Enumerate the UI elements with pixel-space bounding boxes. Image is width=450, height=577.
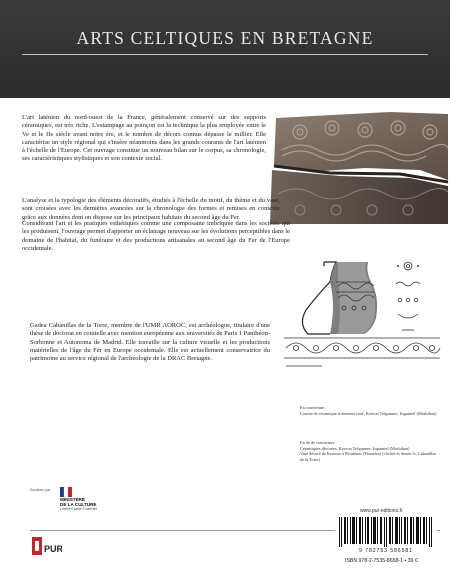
ceramic-sherds-photo	[270, 110, 450, 224]
paragraph-1: L'art laténien du nord-ouest de la France, généralement conservé sur des supports céramiques, est très riche. L'estampage au poinçon est la technique la plus employée entre le Ve et le IIe siècle avant notre ère, et le nombre de décors connus dépasse le millier. Elle caractérise un style régional qui s'insère néanmoins dans les grands courants de l'art laténien à l'échelle de l'Europe. Cet ouvrage constitue un nouveau bilan sur le corpus, sa chronologie, ses caractéristiques stylistiques et son contexte social.	[22, 114, 266, 163]
pur-publisher-logo	[30, 535, 62, 559]
decoration-frieze-drawing	[282, 330, 442, 376]
supported-by-label: Soutenu par	[30, 488, 51, 492]
description-text-top	[22, 114, 266, 164]
author-paragraph: Gadea Cabanillas de la Torre, membre de l'UMR AOROC, est archéologue, titulaire d'une thèse de doctorat en cotutelle avec mention européenne aux universités de Paris 1 Panthéon-Sorbonne et Autonoma de Madrid. Elle travaille sur la culture visuelle et les productions matérielles de l'âge du Fer en Europe occidentale. Elle est actuellement conservatrice du patrimoine au service régional de l'archéologie de la DRAC Bretagne.	[30, 322, 270, 363]
title-rule	[22, 54, 428, 55]
book-title: ARTS CELTIQUES EN BRETAGNE	[76, 28, 374, 48]
description-text-bottom	[22, 220, 290, 253]
back-cover-caption	[300, 440, 440, 462]
description-text-mid	[22, 197, 280, 222]
isbn-price: ISBN 978-2-7535-8658-1 • 39 €	[345, 558, 418, 564]
republic-motto: Liberté Égalité Fraternité	[60, 507, 98, 512]
back-cover-caption-text-1: Céramiques décorées, Kervon Trégunnec, Inguiniel (Morbihan)	[300, 445, 410, 451]
front-cover-caption	[300, 405, 440, 416]
publisher-url[interactable]: www.pur-editions.fr	[360, 508, 403, 514]
marianne-logo-icon	[60, 484, 72, 494]
barcode-number: 9 782753 586581	[359, 548, 413, 554]
front-cover-caption-title: En couverture :	[300, 405, 327, 410]
ministry-line-1: MINISTÈRE	[60, 497, 86, 502]
ministry-of-culture-logo	[60, 497, 97, 511]
isbn-barcode	[335, 517, 437, 547]
svg-text:PUR: PUR	[44, 544, 62, 554]
author-bio	[30, 322, 270, 363]
header-band	[0, 0, 450, 98]
front-cover-caption-text: Couvercle céramique richement orné, Kervon Trégunnec, Inguiniel (Morbihan)	[300, 410, 437, 416]
back-cover-caption-text-2: Vase décoré de Kerouer à Plouhinec (Finistère) (clichés et dessin G. Cabanillas de la Torre)	[300, 451, 437, 462]
back-cover-caption-title: En 4e de couverture :	[300, 440, 337, 445]
ministry-line-2: DE LA CULTURE	[60, 502, 97, 508]
paragraph-2: L'analyse et la typologie des éléments décoratifs, étudiés à l'échelle du motif, du thème et du vase, sont croisées avec les dernières avancées sur la chronologie des formes et remises en contexte grâce aux données dont on dispose sur les principaux habitats du second âge du Fer.	[22, 197, 280, 221]
paragraph-3: Considérant l'art et les pratiques esthétiques comme une composante imbriquée dans les sociétés qui les produisent, l'ouvrage permet d'apporter un éclairage nouveau sur les évolutions perceptibles dans le domaine de l'habitat, du funéraire et des productions artisanales au second âge du Fer de l'Europe occidentale.	[22, 220, 290, 252]
